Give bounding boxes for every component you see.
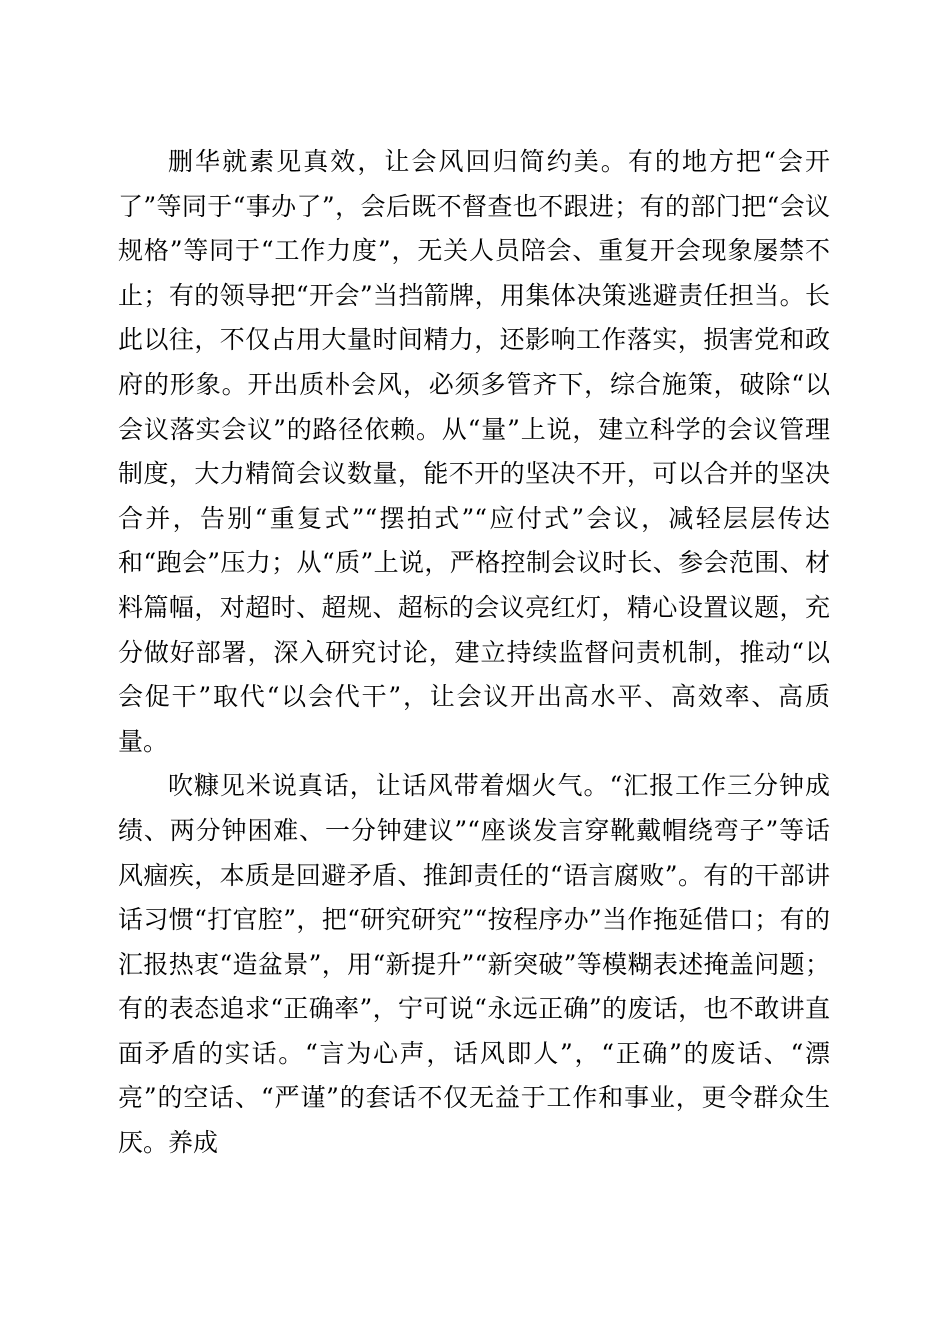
paragraph-meeting-style: 删华就素见真效，让会风回归简约美。有的地方把“会开了”等同于“事办了”，会后既不督查也不跟进；有的部门把“会议规格”等同于“工作力度”，无关人员陪会、重复开会现象屡禁不止；有的领导把“开会”当挡箭牌，用集体决策逃避责任担当。长此以往，不仅占用大量时间精力，还影响工作落实，损害党和政府的形象。开出质朴会风，必须多管齐下，综合施策，破除“以会议落实会议”的路径依赖。从“量”上说，建立科学的会议管理制度，大力精简会议数量，能不开的坚决不开，可以合并的坚决合并，告别“重复式”“摆拍式”“应付式”会议，减轻层层传达和“跑会”压力；从“质”上说，严格控制会议时长、参会范围、材料篇幅，对超时、超规、超标的会议亮红灯，精心设置议题，充分做好部署，深入研究讨论，建立持续监督问责机制，推动“以会促干”取代“以会代干”，让会议开出高水平、高效率、高质量。: [118, 147, 830, 756]
paragraph-speech-style: 吹糠见米说真话，让话风带着烟火气。“汇报工作三分钟成绩、两分钟困难、一分钟建议”“座谈发言穿靴戴帽绕弯子”等话风痼疾，本质是回避矛盾、推卸责任的“语言腐败”。有的干部讲话习惯“打官腔”，把“研究研究”“按程序办”当作拖延借口；有的汇报热衷“造盆景”，用“新提升”“新突破”等模糊表述掩盖问题；有的表态追求“正确率”，宁可说“永远正确”的废话，也不敢讲直面矛盾的实话。“言为心声，话风即人”，“正确”的废话、“漂亮”的空话、“严谨”的套话不仅无益于工作和事业，更令群众生厌。养成: [118, 771, 830, 1158]
document-body: [118, 140, 830, 1166]
